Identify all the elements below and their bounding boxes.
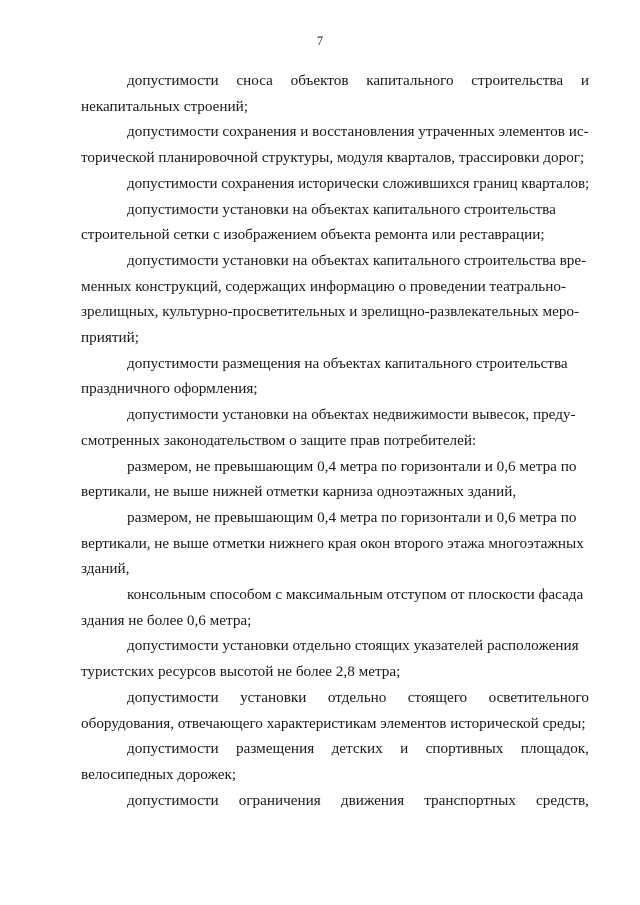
word: размещения (236, 740, 315, 758)
text-line: допустимости установки отдельно стоящих указателей расположения (127, 637, 579, 655)
text-line: допустимости установки на объектах капитального строительства вре- (127, 251, 587, 269)
text-line: велосипедных дорожек; (81, 765, 237, 783)
word: спортивных (425, 740, 504, 758)
word: установки (240, 688, 307, 706)
word: допустимости (127, 791, 219, 809)
page-number: 7 (316, 34, 324, 48)
word: площадок, (520, 740, 589, 758)
word: допустимости (127, 688, 219, 706)
text-line (127, 740, 589, 758)
word: допустимости (127, 72, 219, 89)
text-line: консольным способом с максимальным отступом от плоскости фасада (127, 586, 584, 603)
text-line: туристских ресурсов высотой не более 2,8 метра; (81, 663, 401, 681)
word: движения (340, 791, 405, 809)
text-line (127, 792, 589, 810)
word: отдельно (327, 688, 387, 706)
text-line: смотренных законодательством о защите прав потребителей: (81, 431, 477, 449)
text-line: приятий; (81, 329, 139, 346)
text-line (127, 689, 589, 707)
text-line: вертикали, не выше нижней отметки карниза одноэтажных зданий, (81, 483, 517, 501)
word: средств, (536, 791, 589, 809)
text-line: здания не более 0,6 метра; (81, 611, 252, 629)
text-line (127, 72, 589, 90)
text-line: торической планировочной структуры, модуля кварталов, трассировки дорог; (81, 149, 585, 167)
text-line: строительной сетки с изображением объекта ремонта или реставрации; (81, 226, 545, 244)
text-line: допустимости установки на объектах недвижимости вывесок, преду- (127, 406, 576, 424)
word: и (400, 740, 409, 758)
word: осветительного (488, 688, 589, 706)
word: стоящего (407, 688, 468, 706)
text-line: допустимости размещения на объектах капитального строительства (127, 354, 568, 372)
text-line: допустимости сохранения и восстановления утраченных элементов ис- (127, 123, 589, 141)
word: сноса (236, 72, 273, 89)
word: допустимости (127, 740, 219, 758)
word: строительства (471, 72, 564, 89)
word: и (580, 72, 589, 89)
text-line: зрелищных, культурно-просветительных и зрелищно-развлекательных меро- (81, 303, 580, 321)
text-line: вертикали, не выше отметки нижнего края окон второго этажа многоэтажных (81, 534, 584, 552)
text-line: оборудования, отвечающего характеристикам элементов исторической среды; (81, 714, 586, 732)
text-line: допустимости сохранения исторически сложившихся границ кварталов; (127, 175, 590, 192)
text-line: зданий, (81, 560, 130, 578)
text-line: праздничного оформления; (81, 380, 258, 398)
word: детских (331, 740, 383, 758)
word: капитального (366, 72, 454, 89)
word: ограничения (238, 791, 321, 809)
text-line: размером, не превышающим 0,4 метра по горизонтали и 0,6 метра по (127, 457, 577, 475)
text-line: размером, не превышающим 0,4 метра по горизонтали и 0,6 метра по (127, 508, 577, 526)
word: объектов (290, 72, 349, 89)
text-line: некапитальных строений; (81, 97, 249, 115)
word: транспортных (424, 791, 516, 809)
text-line: допустимости установки на объектах капитального строительства (127, 200, 556, 218)
text-line: менных конструкций, содержащих информацию о проведении театрально- (81, 277, 567, 295)
